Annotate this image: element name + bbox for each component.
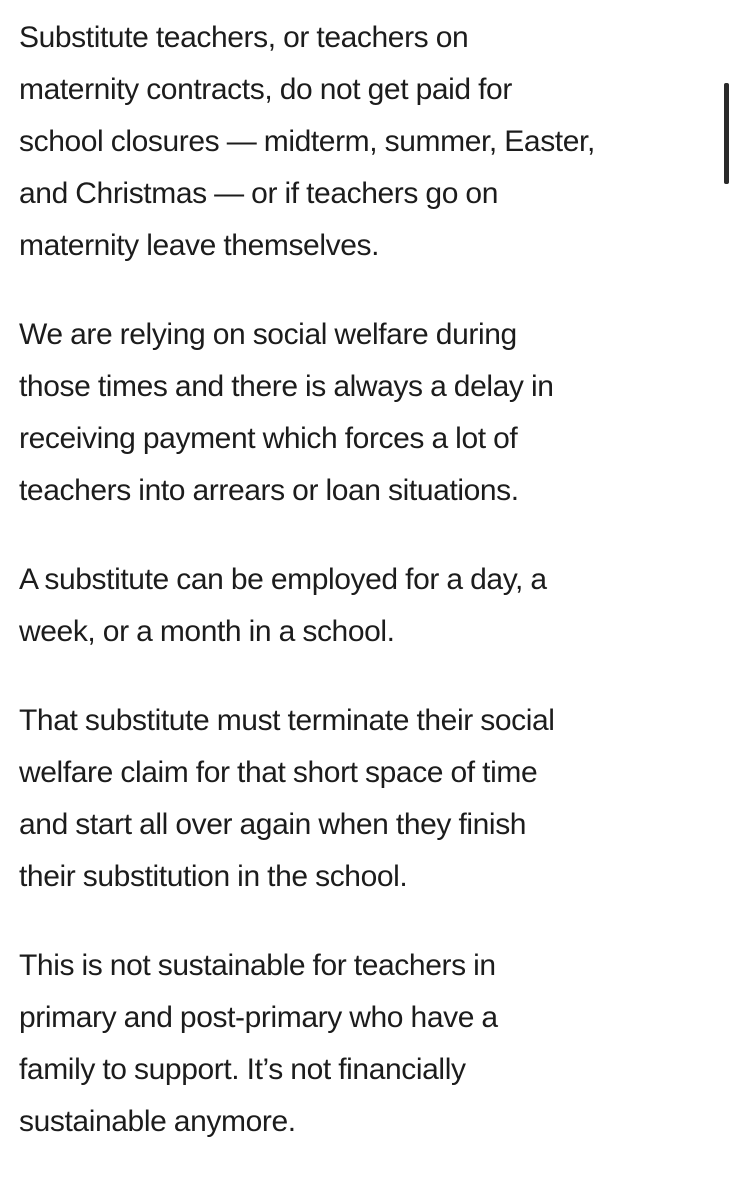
article-body	[19, 12, 731, 1148]
text-line: school closures — midterm, summer, Easter,	[19, 125, 595, 158]
paragraph	[19, 309, 731, 517]
text-line: and start all over again when they finish	[19, 808, 527, 841]
text-line: and Christmas — or if teachers go on	[19, 177, 498, 210]
text-line: their substitution in the school.	[19, 860, 408, 893]
text-line: maternity contracts, do not get paid for	[19, 73, 512, 106]
text-line: those times and there is always a delay in	[19, 370, 554, 403]
text-line: teachers into arrears or loan situations.	[19, 474, 519, 507]
text-line: primary and post-primary who have a	[19, 1001, 498, 1034]
text-line: maternity leave themselves.	[19, 229, 380, 262]
paragraph	[19, 695, 731, 903]
paragraph	[19, 940, 731, 1148]
text-line: family to support. It’s not financially	[19, 1053, 466, 1086]
text-line: sustainable anymore.	[19, 1105, 296, 1138]
text-line: We are relying on social welfare during	[19, 318, 517, 351]
paragraph	[19, 554, 731, 658]
text-line: A substitute can be employed for a day, a	[19, 563, 547, 596]
paragraph	[19, 12, 731, 272]
text-line: Substitute teachers, or teachers on	[19, 21, 469, 54]
text-line: That substitute must terminate their social	[19, 704, 555, 737]
scrollbar-thumb[interactable]	[724, 83, 729, 184]
text-line: receiving payment which forces a lot of	[19, 422, 518, 455]
text-line: This is not sustainable for teachers in	[19, 949, 496, 982]
text-line: week, or a month in a school.	[19, 615, 395, 648]
text-line: welfare claim for that short space of time	[19, 756, 538, 789]
